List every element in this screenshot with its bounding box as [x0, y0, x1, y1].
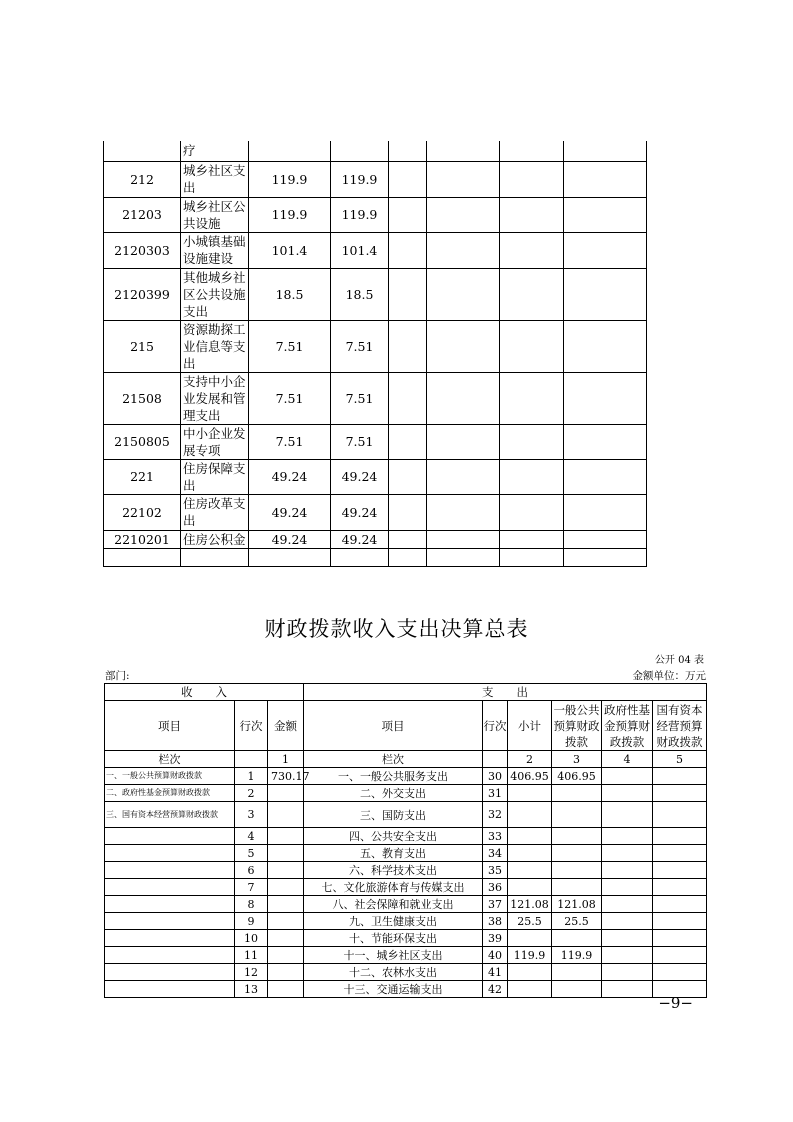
cell-general [552, 981, 602, 998]
cell-fund [602, 785, 653, 802]
cell-income-line: 9 [235, 913, 268, 930]
cell-subtotal [508, 930, 552, 947]
row-amount-total: 7.51 [249, 424, 331, 459]
cell-income-item [105, 913, 235, 930]
header-row-2 [105, 701, 707, 751]
row-name: 住房改革支出 [181, 494, 249, 530]
row-empty [389, 548, 427, 566]
row-empty [427, 530, 500, 548]
header-row-1 [105, 684, 707, 701]
cell-income-line: 1 [235, 768, 268, 785]
row-amount-total: 7.51 [249, 372, 331, 424]
row-empty [564, 530, 647, 548]
cell-income-amount [268, 964, 304, 981]
cell-income-line: 5 [235, 845, 268, 862]
income-header: 收 入 [105, 684, 304, 701]
cell-expense-item: 十一、城乡社区支出 [304, 947, 483, 964]
cell-general [552, 930, 602, 947]
row-code: 2150805 [104, 424, 181, 459]
row-amount-basic: 18.5 [331, 268, 389, 320]
cell-expense-line: 30 [483, 768, 508, 785]
cell-state [653, 828, 707, 845]
unit-label: 金额单位：万元 [632, 670, 706, 682]
row-empty [389, 459, 427, 494]
table-row [105, 930, 707, 947]
row-empty [427, 320, 500, 372]
table-row [104, 232, 647, 268]
cell-expense-line: 35 [483, 862, 508, 879]
cell-fund [602, 896, 653, 913]
table-row [105, 964, 707, 981]
cell-income-amount: 730.17 [268, 768, 304, 785]
cell-income-line: 2 [235, 785, 268, 802]
cell-expense-item: 六、科学技术支出 [304, 862, 483, 879]
cell-expense-item: 五、教育支出 [304, 845, 483, 862]
cell-fund [602, 947, 653, 964]
row-amount-total: 18.5 [249, 268, 331, 320]
row-amount-total: 101.4 [249, 232, 331, 268]
row-empty [427, 268, 500, 320]
index-5: 5 [653, 751, 707, 768]
cell-subtotal [508, 879, 552, 896]
cell-general: 406.95 [552, 768, 602, 785]
row-empty [564, 197, 647, 232]
cell-expense-item: 九、卫生健康支出 [304, 913, 483, 930]
cell-income-item: 二、政府性基金预算财政拨款 [105, 785, 235, 802]
row-amount-total: 7.51 [249, 320, 331, 372]
cell-expense-item: 四、公共安全支出 [304, 828, 483, 845]
row-empty [564, 494, 647, 530]
cell-expense-line: 40 [483, 947, 508, 964]
cell-state [653, 947, 707, 964]
row-name: 资源勘探工业信息等支出 [181, 320, 249, 372]
cell-state [653, 896, 707, 913]
row-empty [427, 548, 500, 566]
cell-subtotal [508, 964, 552, 981]
row-amount-basic [331, 141, 389, 161]
cell-income-line: 10 [235, 930, 268, 947]
row-empty [389, 197, 427, 232]
row-amount-total: 119.9 [249, 161, 331, 197]
table-row [105, 947, 707, 964]
col-item: 项目 [105, 701, 235, 751]
row-amount-basic: 119.9 [331, 197, 389, 232]
row-empty [564, 320, 647, 372]
summary-table [104, 683, 707, 998]
row-empty [500, 141, 564, 161]
row-amount-basic: 49.24 [331, 530, 389, 548]
cell-income-item [105, 981, 235, 998]
cell-state [653, 913, 707, 930]
cell-fund [602, 845, 653, 862]
row-name: 住房公积金 [181, 530, 249, 548]
cell-subtotal [508, 828, 552, 845]
cell-income-item [105, 845, 235, 862]
row-name: 住房保障支出 [181, 459, 249, 494]
cell-expense-line: 33 [483, 828, 508, 845]
row-empty [500, 197, 564, 232]
row-name: 中小企业发展专项 [181, 424, 249, 459]
row-empty [389, 161, 427, 197]
row-empty [427, 459, 500, 494]
col-item2: 项目 [304, 701, 483, 751]
row-empty [427, 232, 500, 268]
index-2: 2 [508, 751, 552, 768]
cell-subtotal [508, 981, 552, 998]
row-empty [427, 424, 500, 459]
expenditure-detail-table [103, 141, 647, 567]
row-empty [427, 494, 500, 530]
page-number: −9− [658, 994, 693, 1012]
cell-general [552, 879, 602, 896]
index-row [105, 751, 707, 768]
row-amount-basic: 49.24 [331, 459, 389, 494]
cell-income-item [105, 930, 235, 947]
cell-expense-line: 31 [483, 785, 508, 802]
table-row [105, 768, 707, 785]
table-row [104, 141, 647, 161]
cell-income-amount [268, 802, 304, 828]
row-empty [427, 161, 500, 197]
row-empty [564, 268, 647, 320]
row-amount-total: 49.24 [249, 494, 331, 530]
cell-income-line: 3 [235, 802, 268, 828]
row-amount-basic: 7.51 [331, 320, 389, 372]
cell-income-line: 8 [235, 896, 268, 913]
cell-expense-item: 十、节能环保支出 [304, 930, 483, 947]
cell-fund [602, 913, 653, 930]
row-code: 21508 [104, 372, 181, 424]
row-empty [389, 372, 427, 424]
index-1: 1 [268, 751, 304, 768]
row-code: 2210201 [104, 530, 181, 548]
table-row [105, 862, 707, 879]
cell-expense-item: 二、外交支出 [304, 785, 483, 802]
row-empty [389, 232, 427, 268]
row-amount-basic: 119.9 [331, 161, 389, 197]
row-empty [500, 320, 564, 372]
cell-expense-item: 十二、农林水支出 [304, 964, 483, 981]
row-name: 城乡社区公共设施 [181, 197, 249, 232]
row-empty [500, 494, 564, 530]
cell-income-amount [268, 785, 304, 802]
table-row [105, 981, 707, 998]
cell-general: 119.9 [552, 947, 602, 964]
row-empty [564, 424, 647, 459]
col-subtotal: 小计 [508, 701, 552, 751]
row-empty [500, 424, 564, 459]
row-empty [564, 161, 647, 197]
row-empty [389, 424, 427, 459]
col-line: 行次 [235, 701, 268, 751]
table-row [105, 828, 707, 845]
form-number: 公开 04 表 [654, 655, 704, 666]
table-row [105, 896, 707, 913]
cell-income-item [105, 947, 235, 964]
row-empty [389, 141, 427, 161]
cell-income-line: 11 [235, 947, 268, 964]
row-empty [389, 320, 427, 372]
cell-expense-line: 34 [483, 845, 508, 862]
cell-state [653, 785, 707, 802]
expense-header: 支 出 [304, 684, 707, 701]
cell-expense-line: 32 [483, 802, 508, 828]
row-code: 2120399 [104, 268, 181, 320]
cell-state [653, 768, 707, 785]
cell-income-amount [268, 896, 304, 913]
row-code [104, 548, 181, 566]
page-title: 财政拨款收入支出决算总表 [264, 617, 529, 641]
cell-fund [602, 964, 653, 981]
row-code: 221 [104, 459, 181, 494]
cell-income-amount [268, 981, 304, 998]
table-row [104, 459, 647, 494]
cell-income-item [105, 896, 235, 913]
row-empty [564, 372, 647, 424]
row-amount-basic [331, 548, 389, 566]
row-empty [427, 141, 500, 161]
cell-expense-item: 十三、交通运输支出 [304, 981, 483, 998]
row-empty [389, 530, 427, 548]
table-row [105, 913, 707, 930]
cell-income-line: 7 [235, 879, 268, 896]
table-row [105, 879, 707, 896]
cell-general [552, 964, 602, 981]
table-row [104, 530, 647, 548]
cell-expense-line: 42 [483, 981, 508, 998]
row-amount-total [249, 141, 331, 161]
table-row [104, 372, 647, 424]
cell-income-line: 6 [235, 862, 268, 879]
cell-expense-line: 41 [483, 964, 508, 981]
cell-subtotal: 119.9 [508, 947, 552, 964]
cell-subtotal [508, 862, 552, 879]
row-empty [427, 372, 500, 424]
cell-income-line: 13 [235, 981, 268, 998]
department-label: 部门: [105, 670, 130, 682]
table-row [104, 424, 647, 459]
row-name [181, 548, 249, 566]
row-name: 小城镇基础设施建设 [181, 232, 249, 268]
expenditure-detail-body [104, 141, 647, 566]
row-empty [564, 141, 647, 161]
index-3: 3 [552, 751, 602, 768]
cell-subtotal: 25.5 [508, 913, 552, 930]
row-empty [500, 268, 564, 320]
cell-income-amount [268, 845, 304, 862]
cell-income-item [105, 879, 235, 896]
row-amount-basic: 7.51 [331, 372, 389, 424]
cell-income-amount [268, 862, 304, 879]
cell-state [653, 879, 707, 896]
cell-subtotal [508, 785, 552, 802]
cell-expense-item: 八、社会保障和就业支出 [304, 896, 483, 913]
cell-state [653, 862, 707, 879]
row-empty [500, 548, 564, 566]
row-name: 其他城乡社区公共设施支出 [181, 268, 249, 320]
cell-income-item: 三、国有资本经营预算财政拨款 [105, 802, 235, 828]
row-amount-total: 119.9 [249, 197, 331, 232]
row-code: 212 [104, 161, 181, 197]
table-row [105, 802, 707, 828]
cell-state [653, 930, 707, 947]
table-row [105, 785, 707, 802]
cell-fund [602, 828, 653, 845]
cell-subtotal: 121.08 [508, 896, 552, 913]
cell-expense-line: 38 [483, 913, 508, 930]
cell-subtotal [508, 802, 552, 828]
cell-expense-item: 一、一般公共服务支出 [304, 768, 483, 785]
cell-general [552, 845, 602, 862]
cell-state [653, 802, 707, 828]
cell-general [552, 802, 602, 828]
cell-income-amount [268, 879, 304, 896]
col-fund: 政府性基金预算财政拨款 [602, 701, 653, 751]
cell-fund [602, 862, 653, 879]
row-amount-total: 49.24 [249, 530, 331, 548]
row-empty [564, 459, 647, 494]
row-empty [427, 197, 500, 232]
row-code: 22102 [104, 494, 181, 530]
cell-income-amount [268, 828, 304, 845]
table-row [104, 320, 647, 372]
row-name: 支持中小企业发展和管理支出 [181, 372, 249, 424]
index-label2: 栏次 [304, 751, 483, 768]
table-row [104, 197, 647, 232]
row-empty [564, 232, 647, 268]
cell-expense-line: 39 [483, 930, 508, 947]
cell-income-line: 4 [235, 828, 268, 845]
cell-general: 25.5 [552, 913, 602, 930]
cell-income-item [105, 964, 235, 981]
table-row [104, 268, 647, 320]
cell-income-item [105, 862, 235, 879]
cell-state [653, 845, 707, 862]
col-amount: 金额 [268, 701, 304, 751]
table-row [104, 548, 647, 566]
cell-general [552, 862, 602, 879]
col-state: 国有资本经营预算财政拨款 [653, 701, 707, 751]
cell-general [552, 828, 602, 845]
row-amount-basic: 49.24 [331, 494, 389, 530]
row-name: 疗 [181, 141, 249, 161]
cell-income-amount [268, 913, 304, 930]
cell-subtotal [508, 845, 552, 862]
cell-expense-item: 七、文化旅游体育与传媒支出 [304, 879, 483, 896]
col-general: 一般公共预算财政拨款 [553, 702, 600, 749]
cell-fund [602, 802, 653, 828]
cell-expense-line: 36 [483, 879, 508, 896]
row-amount-basic: 7.51 [331, 424, 389, 459]
row-empty [500, 459, 564, 494]
cell-state [653, 964, 707, 981]
cell-income-item: 一、一般公共预算财政拨款 [105, 768, 235, 785]
row-code: 215 [104, 320, 181, 372]
cell-income-amount [268, 930, 304, 947]
cell-fund [602, 768, 653, 785]
row-empty [500, 530, 564, 548]
summary-body [105, 768, 707, 998]
cell-income-line: 12 [235, 964, 268, 981]
col-line2: 行次 [483, 701, 508, 751]
row-amount-basic: 101.4 [331, 232, 389, 268]
cell-fund [602, 981, 653, 998]
row-name: 城乡社区支出 [181, 161, 249, 197]
cell-expense-item: 三、国防支出 [304, 802, 483, 828]
row-code [104, 141, 181, 161]
cell-income-amount [268, 947, 304, 964]
row-code: 2120303 [104, 232, 181, 268]
table-row [104, 494, 647, 530]
row-empty [389, 268, 427, 320]
row-empty [500, 232, 564, 268]
row-empty [500, 372, 564, 424]
cell-income-item [105, 828, 235, 845]
table-row [105, 845, 707, 862]
cell-fund [602, 930, 653, 947]
cell-fund [602, 879, 653, 896]
row-empty [564, 548, 647, 566]
cell-subtotal: 406.95 [508, 768, 552, 785]
index-label: 栏次 [105, 751, 235, 768]
row-amount-total [249, 548, 331, 566]
cell-general: 121.08 [552, 896, 602, 913]
cell-expense-line: 37 [483, 896, 508, 913]
cell-general [552, 785, 602, 802]
row-amount-total: 49.24 [249, 459, 331, 494]
row-empty [500, 161, 564, 197]
row-empty [389, 494, 427, 530]
index-4: 4 [602, 751, 653, 768]
row-code: 21203 [104, 197, 181, 232]
table-row [104, 161, 647, 197]
